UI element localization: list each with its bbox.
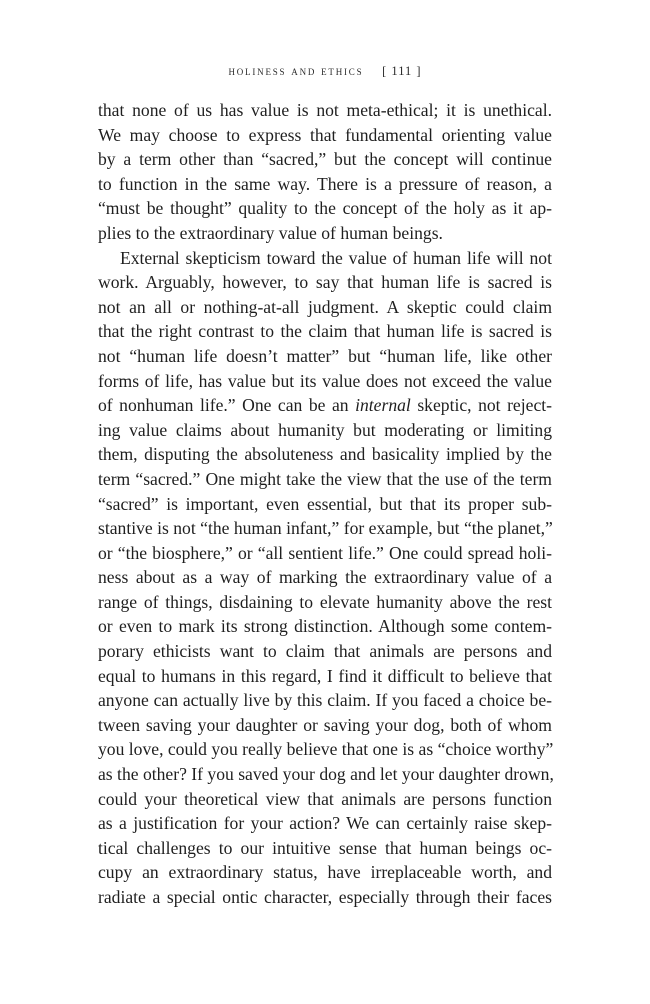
text-line: ing value claims about humanity but moderating or limiting: [98, 419, 552, 440]
text-line: that none of us has value is not meta-ethical; it is unethical.: [98, 100, 552, 120]
text-line: “sacred” is important, even essential, but that its proper sub-: [98, 493, 552, 514]
body-text: [98, 98, 552, 910]
text-line: “must be thought” quality to the concept of the holy as it ap-: [98, 198, 552, 219]
text-line: radiate a special ontic character, especially through their faces: [98, 887, 552, 907]
text-run: of nonhuman life.” One can be an: [98, 395, 356, 416]
text-line: as a justification for your action? We can certainly raise skep-: [98, 813, 552, 834]
text-run: skeptic, not reject-: [410, 395, 552, 416]
text-line: cupy an extraordinary status, have irreplaceable worth, and: [98, 862, 552, 883]
text-line: ness about as a way of marking the extraordinary value of a: [98, 567, 552, 588]
text-line: you love, could you really believe that one is as “choice worthy”: [98, 739, 554, 760]
text-line: forms of life, has value but its value does not exceed the value: [98, 370, 552, 391]
text-line: term “sacred.” One might take the view that the use of the term: [98, 468, 552, 489]
text-line: as the other? If you saved your dog and let your daughter drown,: [98, 764, 554, 785]
text-line: or even to mark its strong distinction. Although some contem-: [98, 616, 552, 637]
text-line: by a term other than “sacred,” but the concept will continue: [98, 149, 552, 170]
text-line: could your theoretical view that animals are persons function: [98, 788, 552, 809]
text-line: External skepticism toward the value of human life will not: [120, 247, 552, 268]
text-line: equal to humans in this regard, I find it difficult to believe that: [98, 665, 552, 686]
page-number: [ 111 ]: [382, 64, 422, 78]
text-line: We may choose to express that fundamental orienting value: [98, 124, 552, 145]
text-line: them, disputing the absoluteness and basicality implied by the: [98, 444, 552, 465]
text-line: to function in the same way. There is a pressure of reason, a: [98, 173, 552, 194]
text-line: anyone can actually live by this claim. If you faced a choice be-: [98, 690, 552, 711]
text-line: range of things, disdaining to elevate humanity above the rest: [98, 591, 552, 612]
text-line: work. Arguably, however, to say that human life is sacred is: [98, 272, 552, 293]
text-line: porary ethicists want to claim that animals are persons and: [98, 641, 552, 662]
text-line-with-italic: [98, 393, 552, 418]
text-line: plies to the extraordinary value of human beings.: [98, 222, 443, 243]
text-line: that the right contrast to the claim that human life is sacred is: [98, 321, 552, 342]
text-line: not an all or nothing-at-all judgment. A skeptic could claim: [98, 296, 552, 317]
running-head-title: holiness and ethics: [228, 64, 364, 78]
running-head: [0, 64, 650, 79]
text-line: tical challenges to our intuitive sense that human beings oc-: [98, 837, 552, 858]
text-line: not “human life doesn’t matter” but “human life, like other: [98, 345, 552, 366]
italic-emphasis: internal: [355, 395, 411, 416]
text-line: tween saving your daughter or saving your dog, both of whom: [98, 714, 552, 735]
text-line: or “the biosphere,” or “all sentient life.” One could spread holi-: [98, 542, 552, 563]
text-line: stantive is not “the human infant,” for example, but “the planet,”: [98, 518, 553, 539]
